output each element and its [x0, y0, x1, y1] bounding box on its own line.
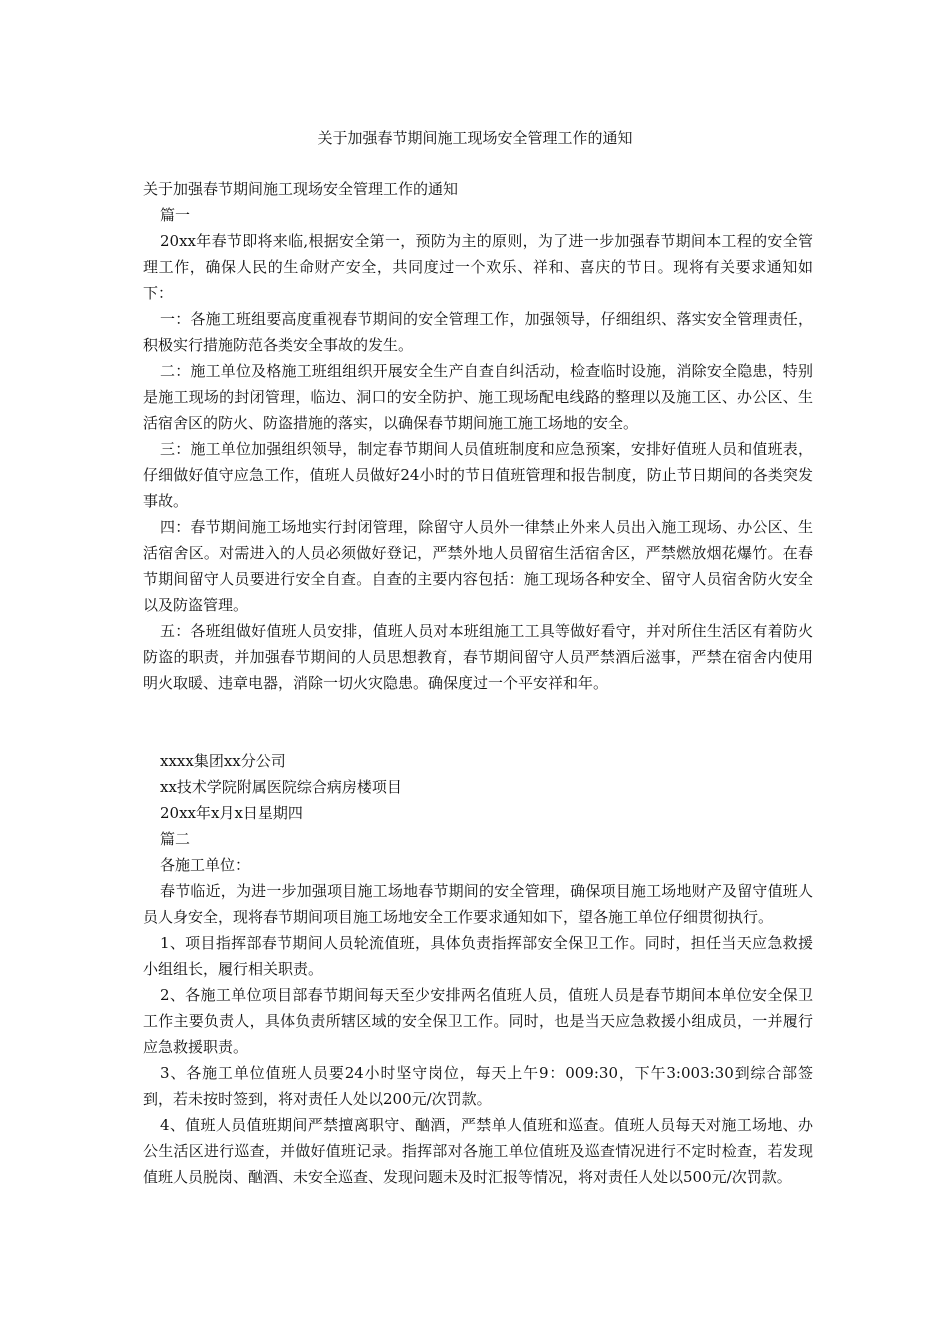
- part2-item-1: 1、项目指挥部春节期间人员轮流值班，具体负责指挥部安全保卫工作。同时，担任当天应急救援小组组长，履行相关职责。: [143, 934, 813, 978]
- part2-item-2: 2、各施工单位项目部春节期间每天至少安排两名值班人员，值班人员是春节期间本单位安全保卫工作主要负责人，具体负责所辖区域的安全保卫工作。同时，也是当天应急救援小组成员，一并履行应急救援职责。: [143, 986, 813, 1056]
- part1-item-5: 五：各班组做好值班人员安排，值班人员对本班组施工工具等做好看守，并对所住生活区有着防火防盗的职责，并加强春节期间的人员思想教育，春节期间留守人员严禁酒后滋事，严禁在宿舍内使用明火取暖、违章电器，消除一切火灾隐患。确保度过一个平安祥和年。: [143, 622, 813, 692]
- part1-item-2: 二：施工单位及格施工班组组织开展安全生产自查自纠活动，检查临时设施，消除安全隐患，特别是施工现场的封闭管理，临边、洞口的安全防护、施工现场配电线路的整理以及施工区、办公区、生活宿舍区的防火、防盗措施的落实，以确保春节期间施工施工场地的安全。: [143, 362, 813, 432]
- part2-addressee: 各施工单位：: [160, 856, 251, 874]
- signature-date: 20xx年x月x日星期四: [160, 804, 303, 822]
- part1-item-4: 四：春节期间施工场地实行封闭管理，除留守人员外一律禁止外来人员出入施工现场、办公区、生活宿舍区。对需进入的人员必须做好登记，严禁外地人员留宿生活宿舍区，严禁燃放烟花爆竹。在春节期间留守人员要进行安全自查。自查的主要内容包括：施工现场各种安全、留守人员宿舍防火安全以及防盗管理。: [143, 518, 813, 614]
- part2-item-3: 3、各施工单位值班人员要24小时坚守岗位，每天上午9：009:30，下午3:003:30到综合部签到，若未按时签到，将对责任人处以200元/次罚款。: [143, 1064, 813, 1108]
- part1-intro: 20xx年春节即将来临,根据安全第一，预防为主的原则，为了进一步加强春节期间本工程的安全管理工作，确保人民的生命财产安全，共同度过一个欢乐、祥和、喜庆的节日。现将有关要求通知如下：: [143, 232, 813, 302]
- part2-intro: 春节临近，为进一步加强项目施工场地春节期间的安全管理，确保项目施工场地财产及留守值班人员人身安全，现将春节期间项目施工场地安全工作要求通知如下，望各施工单位仔细贯彻执行。: [143, 882, 813, 926]
- part1-label: 篇一: [160, 206, 191, 224]
- section-spacer: [143, 696, 813, 748]
- signature-project: xx技术学院附属医院综合病房楼项目: [160, 778, 402, 796]
- part2-label: 篇二: [160, 830, 191, 848]
- part1-item-1: 一：各施工班组要高度重视春节期间的安全管理工作，加强领导，仔细组织、落实安全管理责任，积极实行措施防范各类安全事故的发生。: [143, 310, 813, 354]
- document-body: [143, 176, 813, 1190]
- document-title: 关于加强春节期间施工现场安全管理工作的通知: [317, 129, 633, 147]
- document-heading: 关于加强春节期间施工现场安全管理工作的通知: [143, 180, 459, 198]
- part2-item-4: 4、值班人员值班期间严禁擅离职守、酗酒，严禁单人值班和巡查。值班人员每天对施工场地、办公生活区进行巡查，并做好值班记录。指挥部对各施工单位值班及巡查情况进行不定时检查，若发现值班人员脱岗、酗酒、未安全巡查、发现问题未及时汇报等情况，将对责任人处以500元/次罚款。: [143, 1116, 813, 1186]
- part1-item-3: 三：施工单位加强组织领导，制定春节期间人员值班制度和应急预案，安排好值班人员和值班表，仔细做好值守应急工作，值班人员做好24小时的节日值班管理和报告制度，防止节日期间的各类突发事故。: [143, 440, 813, 510]
- signature-company: xxxx集团xx分公司: [160, 752, 286, 770]
